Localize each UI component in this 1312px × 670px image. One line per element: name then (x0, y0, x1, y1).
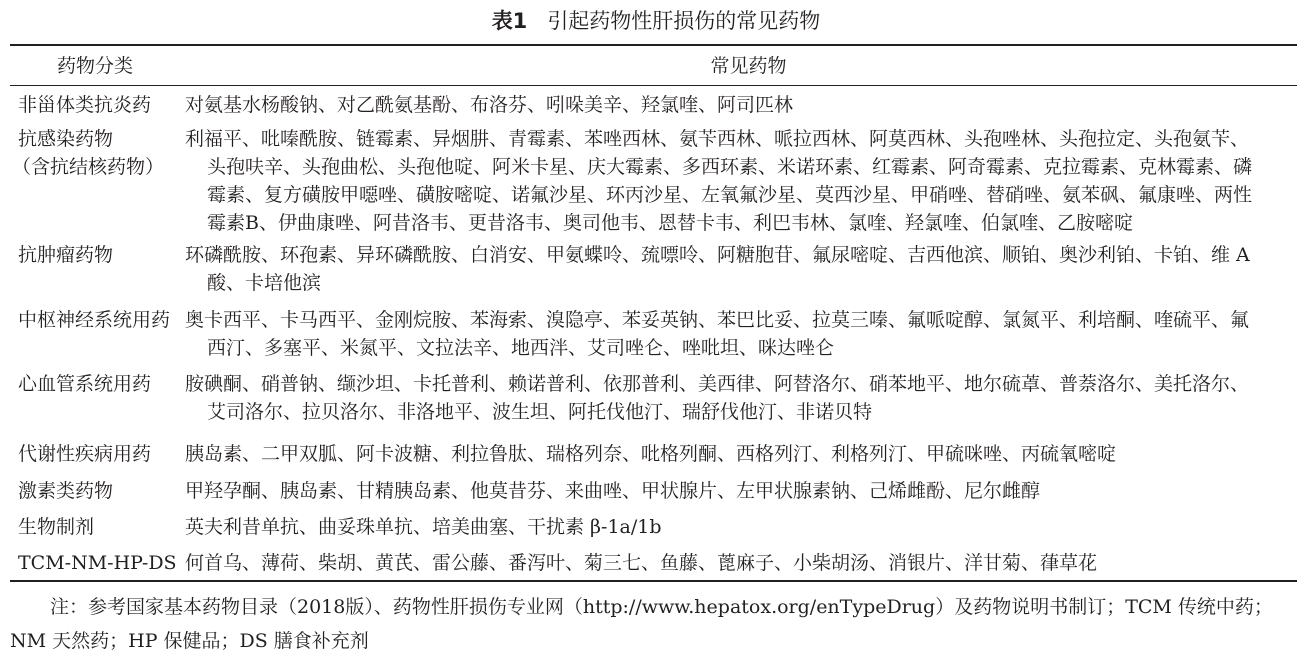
drugs-line: 头孢呋辛、头孢曲松、头孢他啶、阿米卡星、庆大霉素、多西环素、米诺环素、红霉素、阿奇霉素、克拉霉素、克林霉素、磷 (207, 156, 1253, 178)
category-label: 激素类药物 (18, 480, 114, 502)
drugs-cell (185, 440, 1292, 468)
bottom-rule (10, 580, 1297, 582)
header-rule (10, 85, 1297, 86)
drugs-line: 对氨基水杨酸钠、对乙酰氨基酚、布洛芬、吲哚美辛、羟氯喹、阿司匹林 (185, 94, 794, 116)
category-cell (18, 370, 203, 398)
category-cell (18, 306, 203, 334)
header-category: 药物分类 (56, 55, 133, 77)
header-drugs: 常见药物 (710, 55, 787, 77)
drugs-line: 霉素B、伊曲康唑、阿昔洛韦、更昔洛韦、奥司他韦、恩替卡韦、利巴韦林、氯喹、羟氯喹、伯氯喹、乙胺嘧啶 (207, 212, 1133, 234)
category-cell (12, 125, 203, 181)
drugs-cell (185, 370, 1292, 426)
category-label: 抗感染药物 (18, 128, 114, 150)
category-label: 中枢神经系统用药 (18, 309, 171, 331)
drugs-cell (185, 241, 1292, 297)
category-cell (18, 440, 203, 468)
category-label: 非甾体类抗炎药 (18, 94, 152, 116)
drugs-line: 胰岛素、二甲双胍、阿卡波糖、利拉鲁肽、瑞格列奈、吡格列酮、西格列汀、利格列汀、甲硫咪唑、丙硫氧嘧啶 (185, 443, 1117, 465)
drugs-line: 利福平、吡嗪酰胺、链霉素、异烟肼、青霉素、苯唑西林、氨苄西林、哌拉西林、阿莫西林、头孢唑林、头孢拉定、头孢氨苄、 (185, 128, 1250, 150)
table-caption (0, 4, 1312, 38)
category-cell (18, 477, 203, 505)
table-number: 表1 (491, 9, 528, 33)
category-cell (18, 513, 203, 541)
category-label: 抗肿瘤药物 (18, 244, 114, 266)
drugs-line: 英夫利昔单抗、曲妥珠单抗、培美曲塞、干扰素 β-1a/1b (185, 516, 662, 538)
drugs-cell (185, 513, 1292, 541)
drugs-cell (185, 549, 1292, 577)
category-label: 心血管系统用药 (18, 373, 152, 395)
category-label: TCM-NM-HP-DS (18, 552, 177, 574)
category-label: 生物制剂 (18, 516, 95, 538)
drugs-cell (185, 91, 1292, 119)
category-cell (18, 549, 203, 577)
category-label: 代谢性疾病用药 (18, 443, 152, 465)
drugs-line: 胺碘酮、硝普钠、缬沙坦、卡托普利、赖诺普利、依那普利、美西律、阿替洛尔、硝苯地平、地尔硫䓬、普萘洛尔、美托洛尔、 (185, 373, 1250, 395)
drugs-line: 奥卡西平、卡马西平、金刚烷胺、苯海索、溴隐亭、苯妥英钠、苯巴比妥、拉莫三嗪、氟哌啶醇、氯氮平、利培酮、喹硫平、氟 (185, 309, 1250, 331)
top-rule (10, 44, 1297, 46)
drugs-line: 艾司洛尔、拉贝洛尔、非洛地平、波生坦、阿托伐他汀、瑞舒伐他汀、非诺贝特 (207, 401, 873, 423)
category-cell (18, 241, 203, 269)
drugs-cell (185, 477, 1292, 505)
drugs-cell (185, 306, 1292, 362)
table-footnote: 注：参考国家基本药物目录（2018版）、药物性肝损伤专业网（http://www.hepatox.org/enTypeDrug）及药物说明书制订；TCM 传统中药；NM 天然药；HP 保健品；DS 膳食补充剂 (10, 596, 1273, 652)
drugs-line: 酸、卡培他滨 (207, 272, 322, 294)
drugs-line: 何首乌、薄荷、柴胡、黄芪、雷公藤、番泻叶、菊三七、鱼藤、蓖麻子、小柴胡汤、消银片、洋甘菊、葎草花 (185, 552, 1098, 574)
drugs-line: 甲羟孕酮、胰岛素、甘精胰岛素、他莫昔芬、来曲唑、甲状腺片、左甲状腺素钠、己烯雌酚、尼尔雌醇 (185, 480, 1041, 502)
drugs-line: 西汀、多塞平、米氮平、文拉法辛、地西泮、艾司唑仑、唑吡坦、咪达唑仑 (207, 337, 835, 359)
table-title: 引起药物性肝损伤的常见药物 (547, 9, 821, 33)
drugs-cell (185, 125, 1292, 237)
category-sublabel: （含抗结核药物） (12, 156, 165, 178)
category-cell (18, 91, 203, 119)
drugs-line: 环磷酰胺、环孢素、异环磷酰胺、白消安、甲氨蝶呤、巯嘌呤、阿糖胞苷、氟尿嘧啶、吉西他滨、顺铂、奥沙利铂、卡铂、维 A (185, 244, 1250, 266)
drugs-line: 霉素、复方磺胺甲噁唑、磺胺嘧啶、诺氟沙星、环丙沙星、左氧氟沙星、莫西沙星、甲硝唑、替硝唑、氨苯砜、氟康唑、两性 (207, 184, 1253, 206)
